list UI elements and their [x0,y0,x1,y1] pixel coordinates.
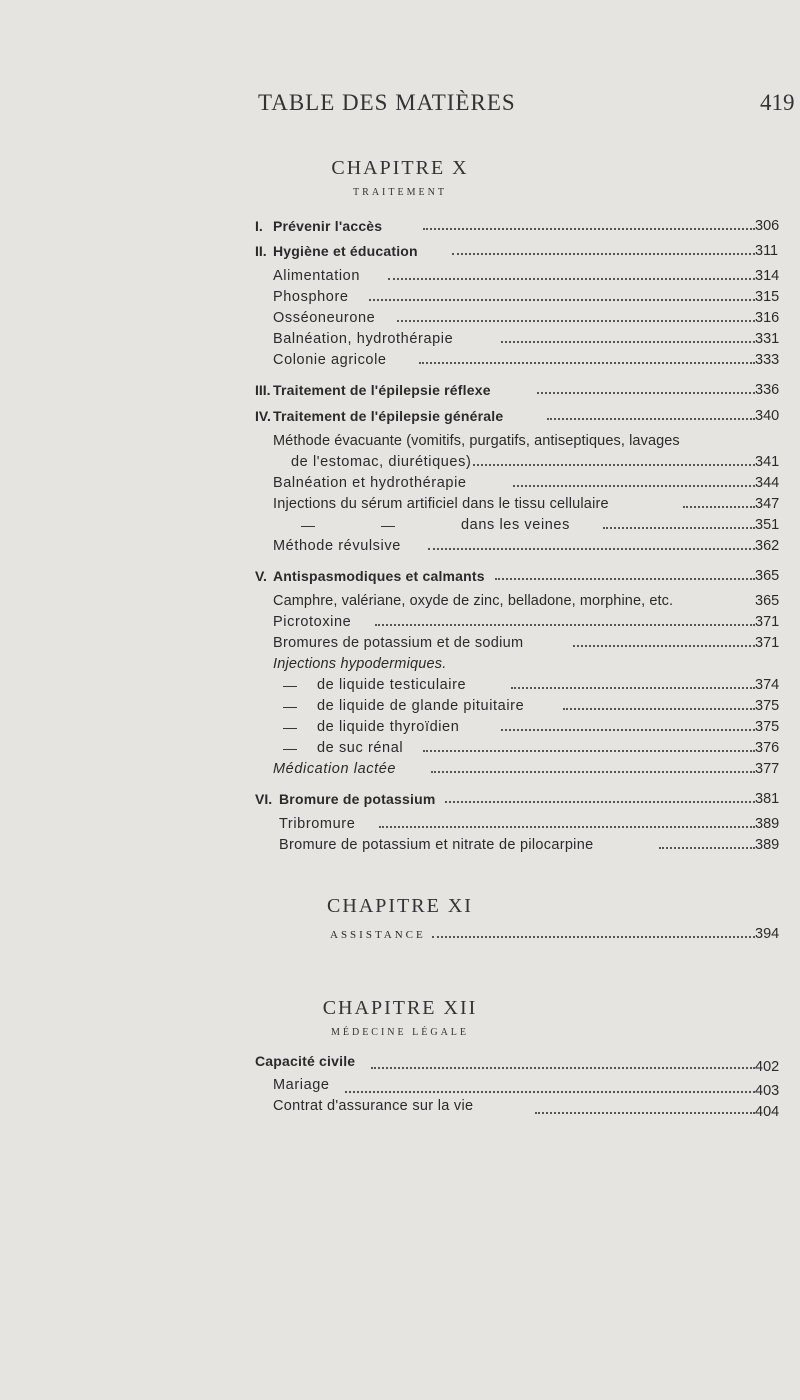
entry-title: Tribromure [279,816,356,832]
dot-leader [423,228,755,230]
dot-leader [371,1067,755,1069]
dot-leader [501,729,755,731]
toc-entry-epilepsie-reflexe [255,382,800,402]
entry-title: Bromure de potassium et nitrate de pilocarpine [279,837,594,853]
chapter-xii-heading: CHAPITRE XII [322,997,478,1019]
dot-leader [388,278,755,280]
entry-title: Traitement de l'épilepsie réflexe [273,382,491,398]
dot-leader [423,750,755,752]
ditto-dash: — [283,740,297,756]
entry-page: 371 [755,614,780,630]
section-number: IV. [255,408,271,424]
entry-page: 389 [755,816,780,832]
toc-entry [273,677,800,697]
entry-title: de liquide thyroïdien [317,719,460,735]
toc-entry [273,268,800,288]
entry-page: 331 [755,331,780,347]
entry-title: Médication lactée [273,761,397,777]
entry-title: Osséoneurone [273,310,376,326]
page-number: 419 [760,90,795,115]
running-head [0,90,800,120]
dot-leader [452,253,755,255]
dot-leader [419,362,755,364]
entry-page: 394 [755,926,780,942]
ditto-dash: — [283,698,297,714]
dot-leader [432,936,755,938]
ditto-dash: — [283,677,297,693]
toc-entry [273,475,800,495]
entry-title: Mariage [273,1077,330,1093]
entry-page: 376 [755,740,780,756]
toc-entry [273,352,800,372]
entry-title: Antispasmodiques et calmants [273,568,485,584]
entry-page: 365 [755,568,780,584]
section-number: III. [255,382,271,398]
entry-page: 315 [755,289,780,305]
toc-entry [273,593,800,613]
entry-title: Picrotoxine [273,614,352,630]
entry-page: 381 [755,791,780,807]
entry-page: 404 [755,1104,780,1120]
chapter-xi-heading: CHAPITRE XI [327,895,473,917]
toc-entry [279,837,800,857]
chapter-x-subheading: TRAITEMENT [353,187,447,198]
toc-entry [273,289,800,309]
entry-page: 340 [755,408,780,424]
section-number: I. [255,218,263,234]
entry-title: de l'estomac, diurétiques) [291,454,472,470]
toc-entry [273,635,800,655]
dot-leader [659,847,755,849]
entry-page: 389 [755,837,780,853]
entry-title: Balnéation et hydrothérapie [273,475,467,491]
dot-leader [369,299,755,301]
entry-title: Hygiène et éducation [273,243,418,259]
toc-entry [273,1098,800,1118]
toc-entry [291,454,800,474]
dot-leader [473,464,755,466]
toc-entry [279,816,800,836]
entry-title: Injections du sérum artificiel dans le tissu cellulaire [273,496,609,512]
dot-leader [603,527,755,529]
entry-title: Méthode révulsive [273,538,401,554]
chapter-xii-subheading: MÉDECINE LÉGALE [330,1027,470,1038]
toc-entry [273,698,800,718]
toc-entry [273,496,800,516]
entry-title: Balnéation, hydrothérapie [273,331,454,347]
entry-page: 347 [755,496,780,512]
entry-title: de liquide de glande pituitaire [317,698,525,714]
entry-page: 314 [755,268,780,284]
entry-title: Traitement de l'épilepsie générale [273,408,504,424]
entry-page: 375 [755,719,780,735]
entry-page: 362 [755,538,780,554]
toc-entry-epilepsie-generale [255,408,800,428]
entry-title: de liquide testiculaire [317,677,467,693]
entry-page: 375 [755,698,780,714]
entry-title: Bromures de potassium et de sodium [273,635,524,651]
dot-leader [501,341,755,343]
dot-leader [397,320,755,322]
toc-entry [273,614,800,634]
entry-page: 311 [755,243,779,259]
ditto-dash: — [301,517,315,533]
entry-page: 402 [755,1059,780,1075]
dot-leader [495,578,755,580]
section-number: V. [255,568,267,584]
dot-leader [683,506,755,508]
dot-leader [513,485,755,487]
dot-leader [535,1112,755,1114]
chapter-xi-subheading: ASSISTANCE [330,929,426,941]
toc-entry [273,433,800,453]
entry-page: 403 [755,1083,780,1099]
dot-leader [428,548,755,550]
entry-page: 336 [755,382,780,398]
toc-entry-prevenir [255,218,800,238]
toc-entry-capacite [255,1053,800,1073]
dot-leader [375,624,755,626]
entry-page: 351 [755,517,780,533]
toc-entry [273,761,800,781]
entry-title: Méthode évacuante (vomitifs, purgatifs, antiseptiques, lavages [273,433,680,449]
toc-entry [273,331,800,351]
chapter-xi-entry [330,926,800,946]
entry-page: 316 [755,310,780,326]
toc-entry [273,310,800,330]
section-number: II. [255,243,267,259]
toc-entry [273,719,800,739]
dot-leader [563,708,755,710]
entry-title: Contrat d'assurance sur la vie [273,1098,474,1114]
entry-page: 344 [755,475,780,491]
entry-page: 377 [755,761,780,777]
entry-title: de suc rénal [317,740,404,756]
dot-leader [537,392,755,394]
toc-entry [273,1077,800,1097]
running-title: TABLE DES MATIÈRES [258,90,516,115]
toc-entry-antispasmodiques [255,568,800,588]
dot-leader [345,1091,755,1093]
toc-entry-hygiene [255,243,800,263]
toc-entry [273,656,800,676]
entry-title: Colonie agricole [273,352,387,368]
dot-leader [511,687,755,689]
toc-entry [273,740,800,760]
entry-page: 374 [755,677,780,693]
entry-title: Injections hypodermiques. [273,656,447,672]
entry-page: 333 [755,352,780,368]
dot-leader [573,645,755,647]
entry-title: Prévenir l'accès [273,218,383,234]
entry-page: 341 [755,454,780,470]
toc-entry [273,538,800,558]
dot-leader [379,826,755,828]
entry-title: Capacité civile [255,1053,356,1069]
ditto-dash: — [283,719,297,735]
entry-title: dans les veines [461,517,570,533]
dot-leader [431,771,755,773]
section-number: VI. [255,791,273,807]
entry-page: 306 [755,218,780,234]
toc-entry [273,517,800,537]
chapter-x-heading: CHAPITRE X [331,157,469,179]
entry-page: 365 [755,593,780,609]
entry-title: Alimentation [273,268,360,284]
entry-title: Phosphore [273,289,349,305]
dot-leader [445,801,755,803]
dot-leader [547,418,755,420]
toc-entry-bromure [255,791,800,811]
entry-page: 371 [755,635,780,651]
entry-title: Bromure de potassium [279,791,436,807]
ditto-dash: — [381,517,395,533]
entry-title: Camphre, valériane, oxyde de zinc, belladone, morphine, etc. [273,593,674,609]
